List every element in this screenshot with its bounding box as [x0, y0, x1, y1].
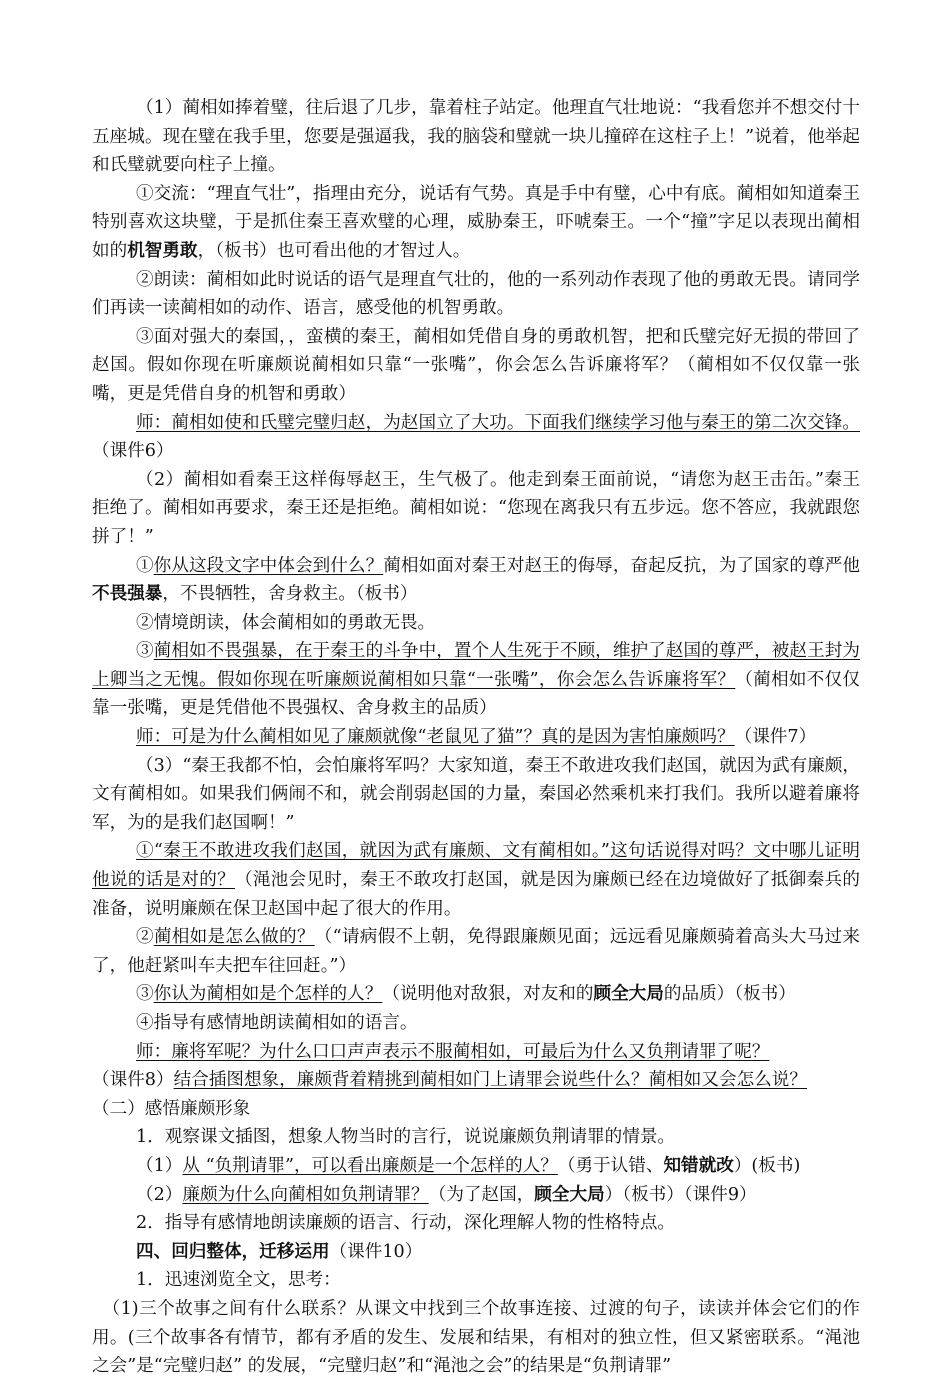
text: （1）蔺相如捧着璧，往后退了几步，靠着柱子站定。他理直气壮地说：“我看您并不想交付十五座城。现在璧在我手里，您要是强逼我，我的脑袋和璧就一块儿撞碎在这柱子上！”说着，他举起和氏璧就要向柱子上撞。 [92, 98, 860, 176]
text: （“请病假不上朝，免得跟廉颇见面；远远看见廉颇骑着高头大马过来了，他赶紧叫车夫把车往回赶。”） [92, 927, 860, 976]
text: 1．观察课文插图，想象人物当时的言行，说说廉颇负荆请罪的情景。 [136, 1127, 676, 1148]
text: ②情境朗读，体会蔺相如的勇敢无畏。 [136, 612, 436, 633]
paragraph [92, 1066, 860, 1095]
paragraph [92, 637, 860, 723]
text: （渑池会见时，秦王不敢攻打赵国，就是因为廉颇已经在边境做好了抵御秦兵的准备，说明廉颇在保卫赵国中起了很大的作用。 [92, 870, 860, 919]
text: ①交流：“理直气壮”，指理由充分，说话有气势。真是手中有璧，心中有底。蔺相如知道秦王特别喜欢这块璧，于是抓住秦王喜欢璧的心理，威胁秦王，吓唬秦王。一个“撞”字足以表现出蔺相如的 [92, 183, 860, 261]
section-heading [92, 1238, 860, 1267]
underlined-text: 结合插图想象，廉颇背着精挑到蔺相如门上请罪会说些什么？蔺相如又会怎么说？ [173, 1070, 807, 1091]
underlined-text: 你从这段文字中体会到什么？ [153, 555, 384, 576]
text: （课件8） [92, 1070, 174, 1091]
text: （勇于认错、 [557, 1155, 664, 1176]
text: （2）蔺相如看秦王这样侮辱赵王，生气极了。他走到秦王面前说，“请您为赵王击缶。”秦王拒绝了。蔺相如再要求，秦王还是拒绝。蔺相如说：“您现在离我只有五步远。您不答应，我就跟您拼了！” [92, 469, 860, 547]
text: （说明他对敌狠，对友和的 [382, 984, 594, 1005]
underlined-text: 廉颇为什么向蔺相如负荆请罪？ [182, 1184, 429, 1205]
text: ① [136, 555, 154, 576]
paragraph [92, 1123, 860, 1152]
paragraph [92, 552, 860, 609]
paragraph [92, 266, 860, 323]
underlined-text: 从 “负荆请罪”，可以看出廉颇是一个怎样的人？ [182, 1155, 558, 1176]
bold-keyword: 不畏强暴 [92, 583, 163, 605]
text: 蔺相如面对秦王对赵王的侮辱，奋起反抗，为了国家的尊严他 [383, 555, 860, 576]
paragraph [92, 923, 860, 980]
text: ④指导有感情地朗读蔺相如的语言。 [136, 1013, 418, 1033]
paragraph [92, 837, 860, 923]
paragraph [92, 323, 860, 409]
text: （课件6） [92, 441, 174, 462]
text: （课件7） [734, 727, 817, 748]
paragraph [92, 1009, 860, 1038]
paragraph [92, 466, 860, 552]
text: （蔺相如不仅仅靠一张嘴，更是凭借他不畏强权、舍身救主的品质） [92, 669, 860, 719]
paragraph [92, 723, 860, 752]
text: ）(板书) [733, 1155, 801, 1176]
text: ，不畏牺牲，舍身救主。（板书） [162, 584, 418, 605]
text: ③面对强大的秦国，，蛮横的秦王，蔺相如凭借自身的勇敢机智，把和氏璧完好无损的带回了赵国。假如你现在听廉颇说蔺相如只靠“一张嘴”，你会怎么告诉廉将军？（蔺相如不仅仅靠一张嘴，更是凭借自身的机智和勇敢） [92, 326, 860, 404]
text: （3）“秦王我都不怕，会怕廉将军吗？大家知道，秦王不敢进攻我们赵国，就因为武有廉颇，文有蔺相如。如果我们俩闹不和，就会削弱赵国的力量，秦国必然乘机来打我们。我所以避着廉将军，为的是我们赵国啊！” [92, 755, 860, 833]
underlined-text: 师：廉将军呢？为什么口口声声表示不服蔺相如，可最后为什么又负荆请罪了呢？ [136, 1041, 770, 1062]
bold-keyword: 顾全大局 [593, 983, 664, 1005]
paragraph [92, 752, 860, 838]
paragraph [92, 609, 860, 638]
underlined-text: 师：蔺相如使和氏璧完璧归赵，为赵国立了大功。下面我们继续学习他与秦王的第二次交锋。 [136, 412, 860, 433]
text: （1） [136, 1155, 183, 1176]
paragraph [92, 1266, 860, 1295]
paragraph [92, 980, 860, 1009]
text: ② [136, 927, 154, 948]
text: 1．迅速浏览全文，思考： [136, 1270, 341, 1291]
text: 2．指导有感情地朗读廉颇的语言、行动，深化理解人物的性格特点。 [136, 1213, 676, 1234]
underlined-text: 你认为蔺相如是个怎样的人？ [153, 984, 383, 1005]
paragraph [92, 1181, 860, 1210]
paragraph [92, 1038, 860, 1067]
text: 的品质）（板书） [663, 984, 796, 1005]
underlined-text: 蔺相如是怎么做的？ [153, 927, 315, 948]
text: （课件10） [329, 1241, 423, 1262]
paragraph [92, 409, 860, 466]
text: ）（板书）（课件9） [604, 1184, 757, 1205]
text: （1)三个故事之间有什么联系？从课文中找到三个故事连接、过渡的句子，读读并体会它们的作用。(三个故事各有情节，都有矛盾的发生、发展和结果，有相对的独立性，但又紧密联系。“渑池之会”是“完璧归赵” 的发展，“完璧归赵”和“渑池之会”的结果是“负荆请罪” [92, 1298, 860, 1377]
paragraph [92, 1209, 860, 1238]
bold-keyword: 顾全大局 [534, 1183, 605, 1205]
paragraph [92, 1295, 860, 1381]
text: （为了赵国， [428, 1184, 535, 1205]
paragraph [92, 180, 860, 266]
text: ③ [136, 984, 154, 1005]
text: ②朗读：蔺相如此时说话的语气是理直气壮的，他的一系列动作表现了他的勇敢无畏。请同学们再读一读蔺相如的动作、语言，感受他的机智勇敢。 [92, 269, 860, 319]
underlined-text: 师：可是为什么蔺相如见了廉颇就像“老鼠见了猫”？真的是因为害怕廉颇吗？ [136, 727, 735, 748]
paragraph [92, 1152, 860, 1181]
paragraph [92, 94, 860, 180]
text: ③ [136, 641, 154, 662]
text: （2） [136, 1184, 183, 1205]
document-body [92, 94, 860, 1381]
bold-heading: 四、回归整体，迁移运用 [136, 1240, 330, 1262]
section-heading [92, 1095, 860, 1124]
underlined-text: ①“秦王不敢进攻我们赵国，就因为武有廉颇、文有蔺相如。”这句话说得对吗？文中哪儿证明他说的话是对的？ [92, 841, 860, 891]
text: （二）感悟廉颇形象 [92, 1098, 251, 1119]
underlined-text: 蔺相如不畏强暴，在于秦王的斗争中，置个人生死于不顾，维护了赵国的尊严，被赵王封为上卿当之无愧。假如你现在听廉颇说蔺相如只靠“一张嘴”，你会怎么告诉廉将军？ [92, 641, 860, 690]
text: ，（板书）也可看出他的才智过人。 [197, 240, 471, 261]
bold-keyword: 机智勇敢 [127, 239, 198, 261]
bold-keyword: 知错就改 [663, 1154, 734, 1176]
